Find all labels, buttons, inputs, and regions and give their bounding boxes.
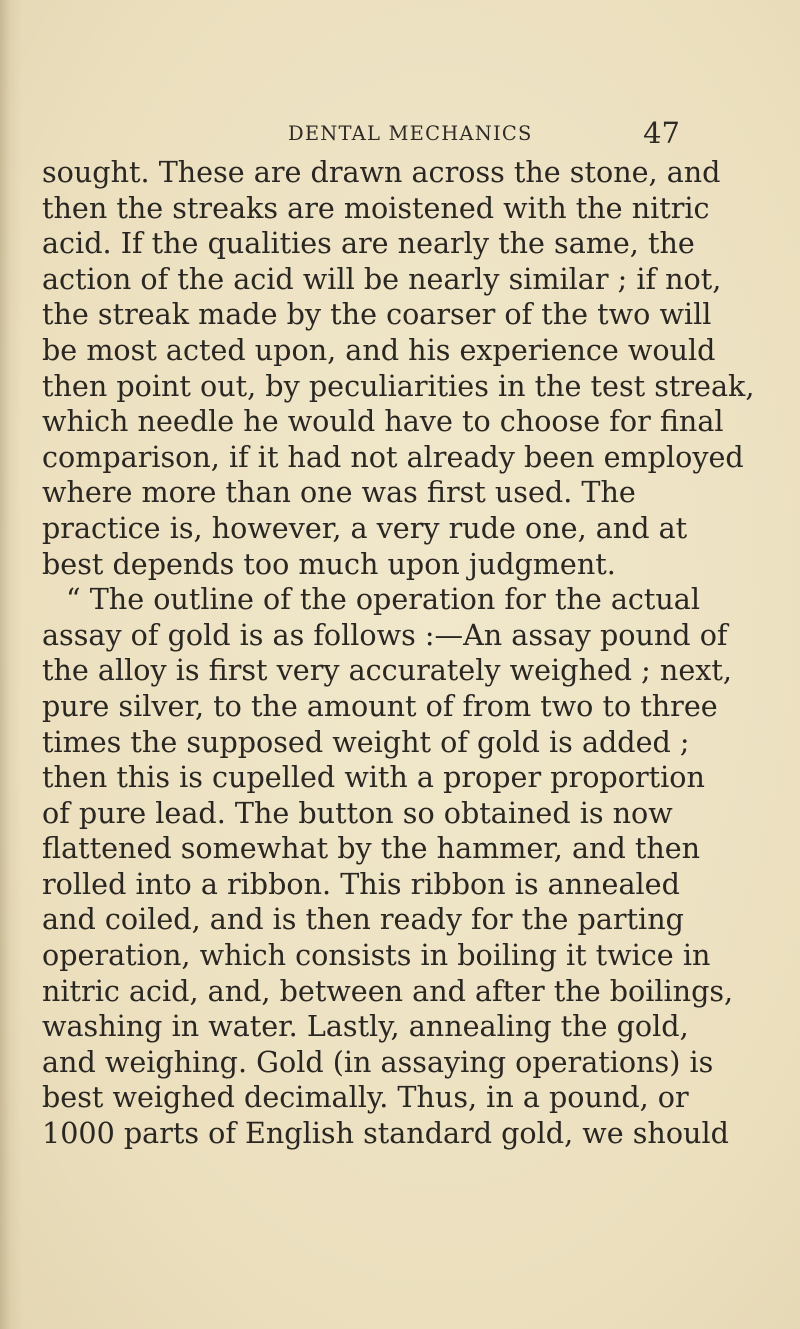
text-line: be most acted upon, and his experience would bbox=[42, 332, 716, 367]
text-line: then the streaks are moistened with the nitric bbox=[42, 190, 710, 225]
text-line: pure silver, to the amount of from two to three bbox=[42, 688, 718, 723]
text-line: operation, which consists in boiling it twice in bbox=[42, 938, 711, 973]
text-line: practice is, however, a very rude one, and at bbox=[42, 510, 688, 545]
text-line: action of the acid will be nearly similar ; if not, bbox=[42, 261, 722, 296]
text-line: sought. These are drawn across the stone, and bbox=[42, 155, 721, 189]
text-line: the streak made by the coarser of the two will bbox=[42, 297, 712, 332]
text-line: best weighed decimally. Thus, in a pound, or bbox=[42, 1080, 689, 1115]
body-text bbox=[42, 155, 792, 1152]
text-line: flattened somewhat by the hammer, and then bbox=[42, 831, 701, 866]
text-line: then point out, by peculiarities in the test streak, bbox=[42, 368, 755, 403]
text-line: acid. If the qualities are nearly the same, the bbox=[42, 226, 695, 261]
text-line: and weighing. Gold (in assaying operations) is bbox=[42, 1044, 714, 1079]
text-line: assay of gold is as follows :—An assay pound of bbox=[42, 617, 728, 652]
text-line: times the supposed weight of gold is added ; bbox=[42, 724, 690, 759]
text-line: rolled into a ribbon. This ribbon is annealed bbox=[42, 866, 680, 901]
running-head bbox=[250, 114, 680, 150]
text-line: washing in water. Lastly, annealing the gold, bbox=[42, 1009, 689, 1044]
text-line: where more than one was first used. The bbox=[42, 475, 636, 510]
text-line: the alloy is first very accurately weighed ; next, bbox=[42, 653, 732, 688]
paragraph-start-line: “ The outline of the operation for the actual bbox=[66, 582, 700, 617]
text-line: 1000 parts of English standard gold, we should bbox=[42, 1116, 729, 1151]
text-line: and coiled, and is then ready for the parting bbox=[42, 902, 684, 937]
text-line: of pure lead. The button so obtained is now bbox=[42, 795, 673, 830]
page-number: 47 bbox=[643, 116, 680, 150]
text-line: nitric acid, and, between and after the boilings, bbox=[42, 973, 734, 1008]
text-line: best depends too much upon judgment. bbox=[42, 546, 616, 581]
text-line: which needle he would have to choose for final bbox=[42, 404, 724, 439]
running-title: DENTAL MECHANICS bbox=[288, 122, 533, 145]
text-line: comparison, if it had not already been employed bbox=[42, 439, 744, 474]
text-line: then this is cupelled with a proper proportion bbox=[42, 760, 705, 795]
